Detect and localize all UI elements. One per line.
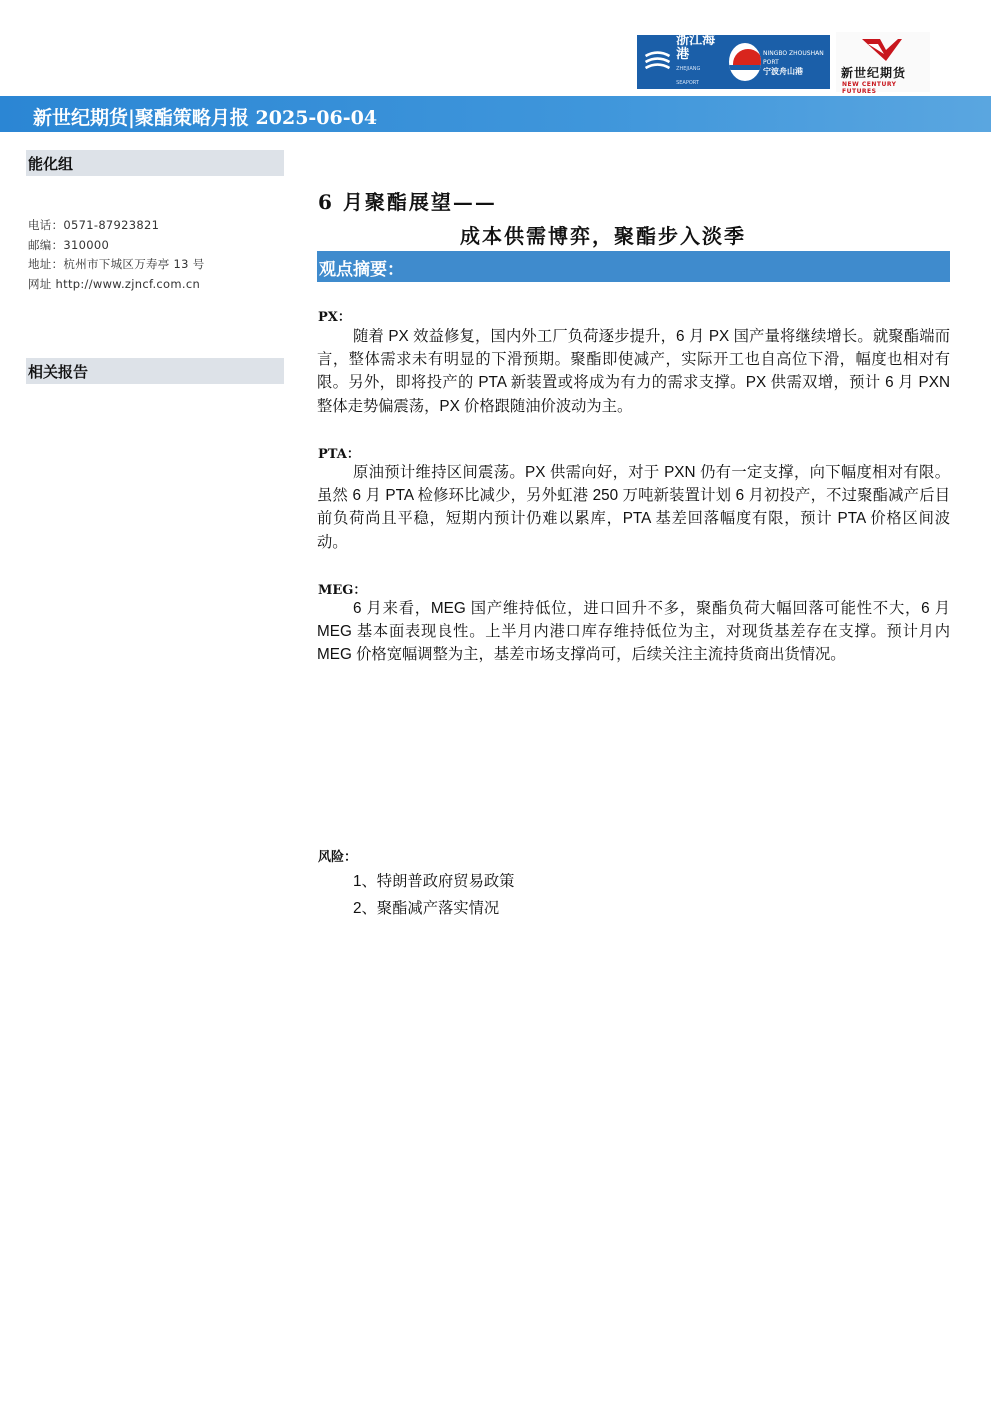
- contact-phone: 电话：0571-87923821: [28, 218, 160, 232]
- section-text-meg: 6 月来看，MEG 国产维持低位，进口回升不多，聚酯负荷大幅回落可能性不大，6 月 MEG 基本面表现良性。上半月内港口库存维持低位为主，对现货基差存在支撑。预计月内 MEG 价格宽幅调整为主，基差市场支撑尚可，后续关注主流持货商出货情况。: [317, 600, 950, 664]
- zhejiang-port-wave-icon: [643, 45, 672, 79]
- main-title-line1: 6 月聚酯展望——: [318, 190, 497, 214]
- section-label-px: PX：: [318, 310, 351, 325]
- zhejiang-port-sub: ZHEJIANG SEAPORT: [676, 66, 701, 86]
- section-label-pta: PTA：: [318, 447, 360, 462]
- zhejiang-seaport-logo: [637, 35, 830, 89]
- summary-heading: 观点摘要：: [319, 260, 404, 280]
- group-title-box: [26, 150, 284, 176]
- section-text-px: 随着 PX 效益修复，国内外工厂负荷逐步提升，6 月 PX 国产量将继续增长。就聚酯端而言，整体需求未有明显的下滑预期。聚酯即使减产，实际开工也自高位下滑，幅度也相对有限。另外，即将投产的 PTA 新装置或将成为有力的需求支撑。PX 供需双增，预计 6 月 PXN 整体走势偏震荡，PX 价格跟随油价波动为主。: [317, 328, 950, 415]
- contact-postcode: 邮编：310000: [28, 237, 110, 252]
- risk-heading: 风险：: [318, 850, 358, 865]
- section-text-pta: 原油预计维持区间震荡。PX 供需向好，对于 PXN 仍有一定支撑，向下幅度相对有限。虽然 6 月 PTA 检修环比减少，另外虹港 250 万吨新装置计划 6 月初投产，不过聚酯减产后目前负荷尚且平稳，短期内预计仍难以累库，PTA 基差回落幅度有限，预计 PTA 价格区间波动。: [317, 464, 950, 551]
- group-title: 能化组: [28, 155, 74, 173]
- ningbo-port-cn: 宁波舟山港: [763, 66, 804, 76]
- risk-item: 1、特朗普政府贸易政策: [353, 873, 515, 890]
- contact-info: [28, 216, 286, 295]
- new-century-cn: 新世纪期货: [841, 66, 907, 80]
- contact-website[interactable]: 网址 http://www.zjncf.com.cn: [28, 277, 201, 292]
- related-reports-box: [26, 358, 284, 384]
- section-label-meg: MEG：: [318, 583, 367, 598]
- summary-heading-bar: [317, 251, 950, 282]
- main-title-line2: 成本供需博弈，聚酯步入淡季: [460, 224, 746, 248]
- new-century-futures-logo: [836, 32, 930, 95]
- risk-item: 2、聚酯减产落实情况: [353, 900, 500, 917]
- report-header-bar: [0, 96, 991, 132]
- new-century-wing-icon: [860, 36, 904, 64]
- zhejiang-port-name: 浙江海港: [676, 33, 716, 62]
- ningbo-port-emblem: [729, 43, 761, 81]
- contact-address: 地址：杭州市下城区万寿亭 13 号: [28, 257, 205, 272]
- related-reports-title: 相关报告: [28, 363, 89, 381]
- report-title: 新世纪期货|聚酯策略月报 2025-06-04: [33, 107, 378, 129]
- new-century-en: NEW CENTURY FUTURES: [842, 81, 897, 95]
- ningbo-port-en: NINGBO ZHOUSHAN PORT: [763, 49, 824, 66]
